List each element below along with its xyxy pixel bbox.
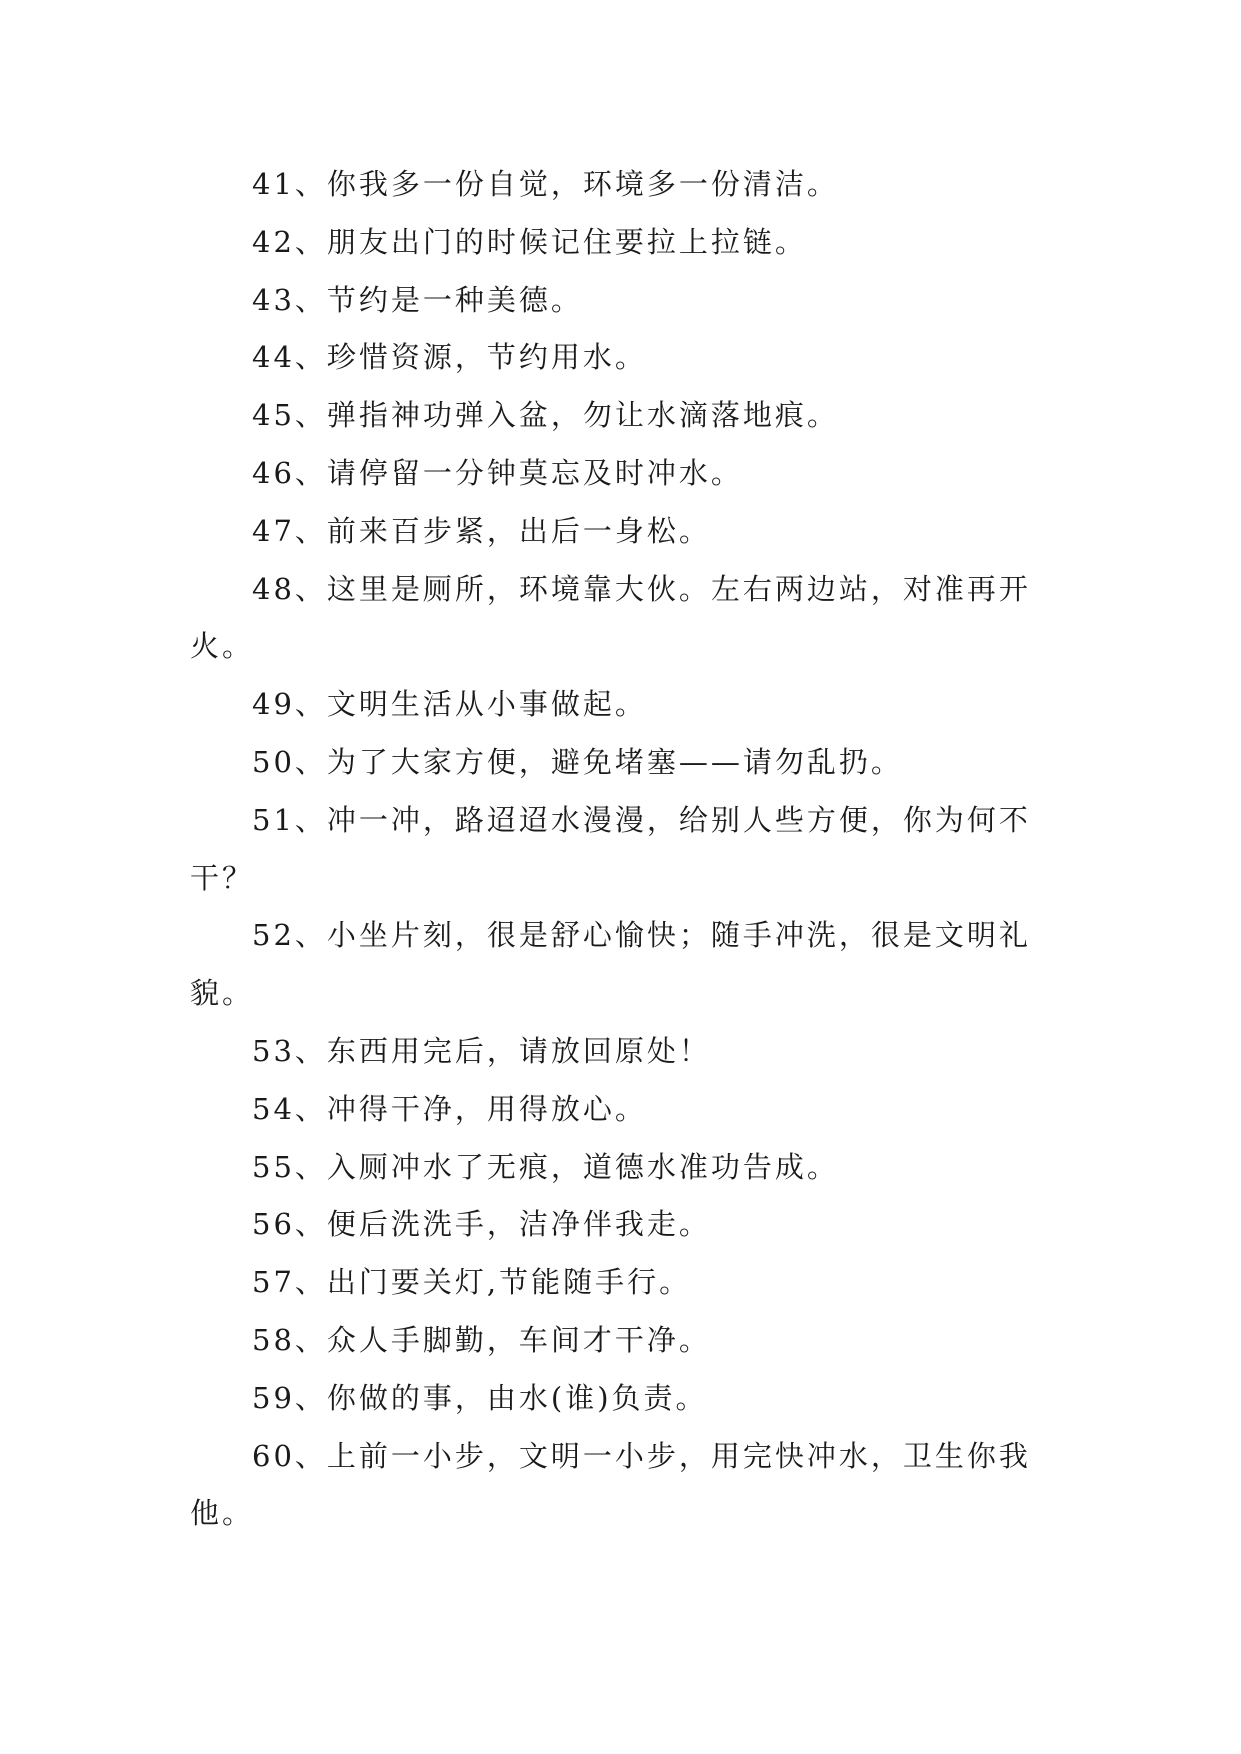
slogan-item-41: 41、你我多一份自觉，环境多一份清洁。 xyxy=(252,167,839,201)
slogan-item-56: 56、便后洗洗手，洁净伴我走。 xyxy=(252,1207,711,1242)
slogan-list xyxy=(190,156,1050,1543)
slogan-item-53: 53、东西用完后，请放回原处！ xyxy=(252,1033,711,1068)
slogan-item-51: 51、冲一冲，路迢迢水漫漫，给别人些方便，你为何不干？ xyxy=(190,802,1031,895)
slogan-item-52: 52、小坐片刻，很是舒心愉快；随手冲洗，很是文明礼貌。 xyxy=(190,918,1031,1011)
slogan-item-42: 42、朋友出门的时候记住要拉上拉链。 xyxy=(252,224,807,259)
slogan-item-55: 55、入厕冲水了无痕，道德水准功告成。 xyxy=(252,1149,839,1184)
slogan-item-49: 49、文明生活从小事做起。 xyxy=(252,687,647,722)
slogan-item-47: 47、前来百步紧，出后一身松。 xyxy=(252,513,711,548)
slogan-item-58: 58、众人手脚勤，车间才干净。 xyxy=(252,1322,711,1357)
slogan-item-60: 60、上前一小步，文明一小步，用完快冲水，卫生你我他。 xyxy=(190,1438,1031,1531)
slogan-item-48: 48、这里是厕所，环境靠大伙。左右两边站，对准再开火。 xyxy=(190,571,1031,664)
slogan-item-59: 59、你做的事，由水(谁)负责。 xyxy=(252,1380,708,1415)
slogan-item-43: 43、节约是一种美德。 xyxy=(252,282,583,317)
slogan-item-44: 44、珍惜资源，节约用水。 xyxy=(252,340,647,375)
slogan-item-45: 45、弹指神功弹入盆，勿让水滴落地痕。 xyxy=(252,398,839,433)
slogan-item-54: 54、冲得干净，用得放心。 xyxy=(252,1091,647,1126)
slogan-item-57: 57、出门要关灯,节能随手行。 xyxy=(252,1265,692,1300)
slogan-item-46: 46、请停留一分钟莫忘及时冲水。 xyxy=(252,455,743,490)
slogan-item-50: 50、为了大家方便，避免堵塞——请勿乱扔。 xyxy=(252,744,903,779)
